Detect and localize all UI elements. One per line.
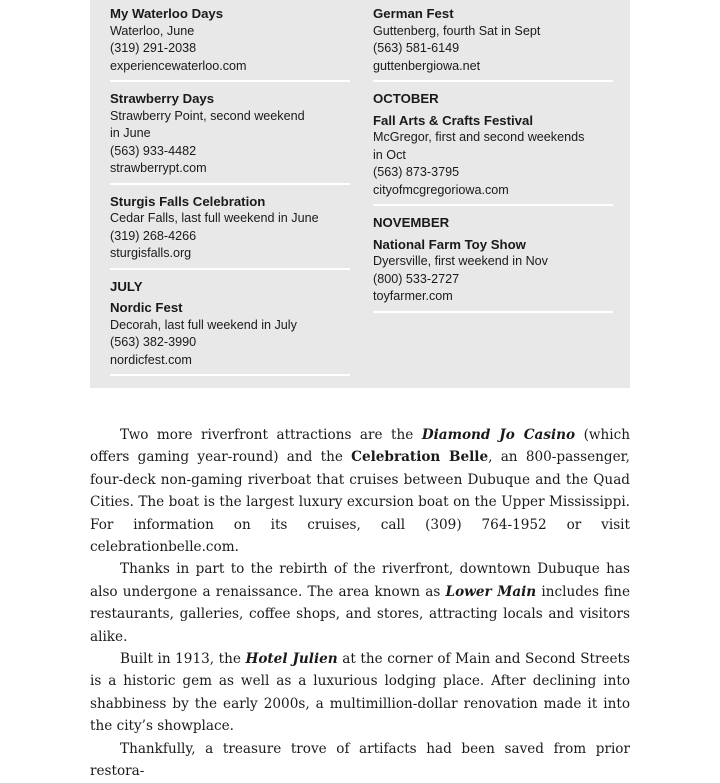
- event-detail-line: (563) 933-4482: [110, 143, 197, 158]
- event-detail-line: guttenbergiowa.net: [373, 58, 481, 73]
- events-sidebar: [90, 0, 630, 388]
- event-entry: [110, 299, 350, 376]
- event-detail-line: in Oct: [373, 147, 406, 162]
- event-name: Sturgis Falls Celebration: [110, 193, 266, 209]
- text: Built in 1913, the: [120, 651, 246, 668]
- event-detail-line: toyfarmer.com: [373, 289, 453, 303]
- event-detail-line: Decorah, last full weekend in July: [110, 317, 297, 332]
- text: (which offers gaming year-round) and the: [90, 427, 631, 466]
- emphasis-hotel-julien: Hotel Julien: [245, 651, 338, 668]
- entries-september: [373, 5, 613, 82]
- event-detail-line: Cedar Falls, last full weekend in June: [110, 211, 319, 225]
- text: includes fine restaurants, galleries, coffee shops, and stores, attracting locals and visitors alike.: [90, 583, 630, 645]
- event-name: Nordic Fest: [110, 300, 183, 315]
- paragraph-hotel-julien: [90, 648, 630, 738]
- event-entry: [373, 112, 613, 207]
- text: Thanks in part to the rebirth of the riverfront, downtown Dubuque has also undergone a renaissance. The area known as: [90, 561, 630, 600]
- paragraph-downtown: [90, 558, 630, 648]
- sidebar-right-column: [373, 5, 613, 321]
- event-entry: [110, 193, 350, 270]
- event-detail-line: McGregor, first and second weekends: [373, 130, 585, 144]
- event-entry: [373, 5, 613, 82]
- event-detail-line: Dyersville, first weekend in Nov: [373, 254, 548, 268]
- paragraph-casino: [90, 424, 630, 558]
- entries-october: [373, 112, 613, 207]
- event-detail-line: (319) 268-4266: [110, 228, 197, 243]
- event-detail-line: cityofmcgregoriowa.com: [373, 182, 509, 197]
- month-heading-july: JULY: [110, 278, 143, 294]
- entries-july: [110, 299, 350, 376]
- body-text: [90, 424, 630, 783]
- sidebar-left-column: [110, 5, 350, 384]
- entries-november: [373, 236, 613, 313]
- month-heading-october: OCTOBER: [373, 91, 439, 106]
- event-detail-line: Waterloo, June: [110, 23, 195, 38]
- text: Thankfully, a treasure trove of artifacts had been saved from prior restora-: [90, 740, 630, 780]
- event-detail-line: (800) 533-2727: [373, 271, 460, 286]
- emphasis-diamond-jo-casino: Diamond Jo Casino: [421, 427, 576, 443]
- event-detail-line: (563) 873-3795: [373, 165, 460, 179]
- event-name: Strawberry Days: [110, 91, 215, 106]
- text: Two more riverfront attractions are the: [120, 427, 422, 443]
- text: at the corner of Main and Second Streets is a historic gem as well as a luxurious lodging place. After declining into shabbiness by the early 2000s, a multimillion-dollar renovation made it into the city’s showplace.: [90, 651, 630, 735]
- event-detail-line: (563) 382-3990: [110, 335, 197, 349]
- event-detail-line: (563) 581-6149: [373, 41, 460, 55]
- event-detail-line: experiencewaterloo.com: [110, 58, 247, 73]
- event-detail-line: in June: [110, 126, 151, 140]
- event-detail-line: (319) 291-2038: [110, 41, 197, 55]
- emphasis-lower-main: Lower Main: [445, 583, 537, 600]
- entries-june: [110, 5, 350, 270]
- paragraph-artifacts: [90, 738, 630, 783]
- event-detail-line: sturgisfalls.org: [110, 246, 192, 260]
- event-detail-line: Strawberry Point, second weekend: [110, 108, 305, 123]
- event-name: German Fest: [373, 6, 454, 21]
- event-entry: [110, 5, 350, 82]
- event-name: My Waterloo Days: [110, 6, 224, 21]
- event-detail-line: strawberrypt.com: [110, 161, 207, 175]
- event-name: National Farm Toy Show: [373, 236, 526, 252]
- event-entry: [110, 90, 350, 185]
- text: , an 800-passenger, four-deck non-gaming riverboat that cruises between Dubuque and the Quad Cities. The boat is the largest luxury excursion boat on the Upper Mississippi. For information on its cruises, call (309) 764-1952 or visit celebrationbelle.com.: [90, 449, 630, 556]
- emphasis-celebration-belle: Celebration Belle: [351, 449, 489, 466]
- event-entry: [373, 236, 613, 313]
- month-heading-november: NOVEMBER: [373, 215, 450, 230]
- event-detail-line: Guttenberg, fourth Sat in Sept: [373, 23, 541, 38]
- event-name: Fall Arts & Crafts Festival: [373, 112, 534, 128]
- event-detail-line: nordicfest.com: [110, 352, 192, 367]
